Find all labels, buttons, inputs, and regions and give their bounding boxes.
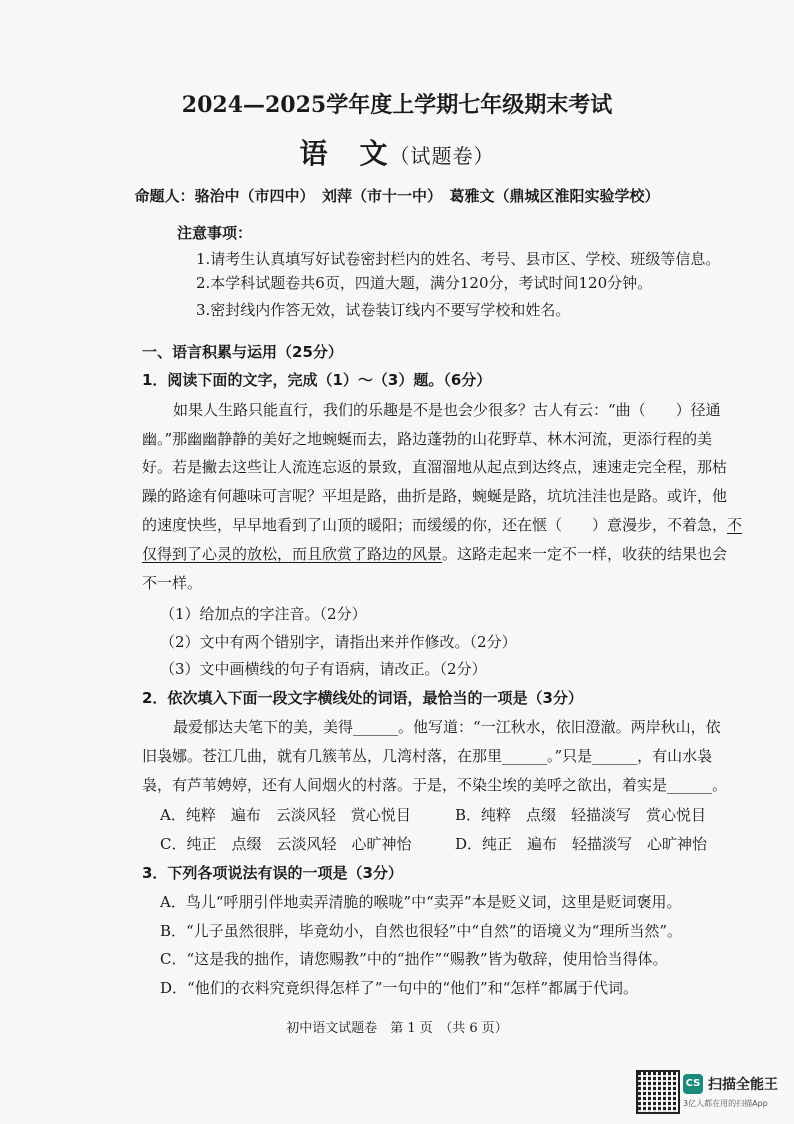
q2-passage-line: 袅，有芦苇娉婷，还有人间烟火的村落。于是，不染尘埃的美呼之欲出，着实是______。 <box>142 776 728 794</box>
notice-heading: 注意事项： <box>177 224 253 242</box>
q1-underlined-sentence-start: 不 <box>727 516 743 534</box>
q1-sub-question: （2）文中有两个错别字，请指出来并作修改。（2分） <box>160 633 517 651</box>
q3-option-d: D．“他们的衣料究竟织得怎样了”一句中的“他们”和“怎样”都属于代词。 <box>160 979 639 997</box>
q1-passage-text: 。这路走起来一定不一样，收获的结果也会 <box>442 545 728 563</box>
q1-passage-line: 幽。”那幽幽静静的美好之地蜿蜒而去，路边蓬勃的山花野草、林木河流，更添行程的美 <box>142 430 713 448</box>
exam-title: 2024—2025学年度上学期七年级期末考试 <box>181 92 613 118</box>
q3-option-c: C．“这是我的拙作，请您赐教”中的“拙作”“赐教”皆为敬辞，使用恰当得体。 <box>160 950 668 968</box>
q1-sub-question: （1）给加点的字注音。（2分） <box>160 605 367 623</box>
authors-line: 命题人：骆治中（市四中） 刘萍（市十一中） 葛雅文（鼎城区淮阳实验学校） <box>134 187 660 205</box>
q2-option-b: B．纯粹 点缀 轻描淡写 赏心悦目 <box>455 806 707 824</box>
q1-passage-line: 躁的路途有何趣味可言呢？平坦是路，曲折是路，蜿蜒是路，坑坑洼洼也是路。或许，他 <box>142 487 728 505</box>
subject-subtitle: （试题卷） <box>389 144 495 168</box>
q1-stem: 1．阅读下面的文字，完成（1）～（3）题。（6分） <box>142 371 492 389</box>
camscanner-logo-icon: CS <box>683 1074 703 1094</box>
q1-passage-line: 好。若是撇去这些让人流连忘返的景致，直溜溜地从起点到达终点，速速走完全程，那枯 <box>142 458 728 476</box>
notice-item-3: 3.密封线内作答无效，试卷装订线内不要写学校和姓名。 <box>196 301 571 319</box>
subject-title <box>0 132 794 172</box>
q2-passage-line: 最爱郁达夫笔下的美，美得______。他写道：“一江秋水，依旧澄澈。两岸秋山，依 <box>173 718 721 736</box>
q2-option-d: D．纯正 遍布 轻描淡写 心旷神怡 <box>455 835 708 853</box>
watermark-app-name: 扫描全能王 <box>708 1077 778 1093</box>
q1-passage-text: 的速度快些，早早地看到了山顶的暖阳；而缓缓的你，还在惬（ ）意漫步，不着急， <box>142 516 728 534</box>
section-1-heading: 一、语言积累与运用（25分） <box>142 343 343 361</box>
q3-option-a: A．鸟儿“呼朋引伴地卖弄清脆的喉咙”中“卖弄”本是贬义词，这里是贬词褒用。 <box>160 893 682 911</box>
q2-option-a: A．纯粹 遍布 云淡风轻 赏心悦目 <box>160 806 411 824</box>
q3-option-b: B．“儿子虽然很胖，毕竟幼小，自然也很轻”中“自然”的语境义为“理所当然”。 <box>160 922 683 940</box>
watermark-tagline: 3亿人都在用的扫描App <box>683 1099 768 1108</box>
page-footer: 初中语文试题卷 第 1 页 （共 6 页） <box>286 1021 508 1036</box>
q1-passage-line <box>142 544 727 564</box>
notice-item-1: 1.请考生认真填写好试卷密封栏内的姓名、考号、县市区、学校、班级等信息。 <box>196 250 721 268</box>
q2-passage-line: 旧袅娜。苍江几曲，就有几簇苇丛，几湾村落，在那里______。”只是______，有山水袅 <box>142 747 713 765</box>
q3-stem: 3．下列各项说法有误的一项是（3分） <box>142 864 403 882</box>
q1-underlined-sentence: 仅得到了心灵的放松，而且欣赏了路边的风景 <box>142 545 443 563</box>
q1-passage-line <box>142 515 742 535</box>
qr-code-icon <box>636 1070 680 1114</box>
q2-option-c: C．纯正 点缀 云淡风轻 心旷神怡 <box>160 835 412 853</box>
notice-item-2: 2.本学科试题卷共6页，四道大题，满分120分，考试时间120分钟。 <box>196 274 653 292</box>
q1-passage-line: 如果人生路只能直行，我们的乐趣是不是也会少很多？古人有云：“曲（ ）径通 <box>173 401 721 419</box>
q2-stem: 2．依次填入下面一段文字横线处的词语，最恰当的一项是（3分） <box>142 689 583 707</box>
q1-sub-question: （3）文中画横线的句子有语病，请改正。（2分） <box>160 660 487 678</box>
q1-passage-line: 不一样。 <box>142 574 203 592</box>
subject-name: 语 文 <box>299 137 390 170</box>
